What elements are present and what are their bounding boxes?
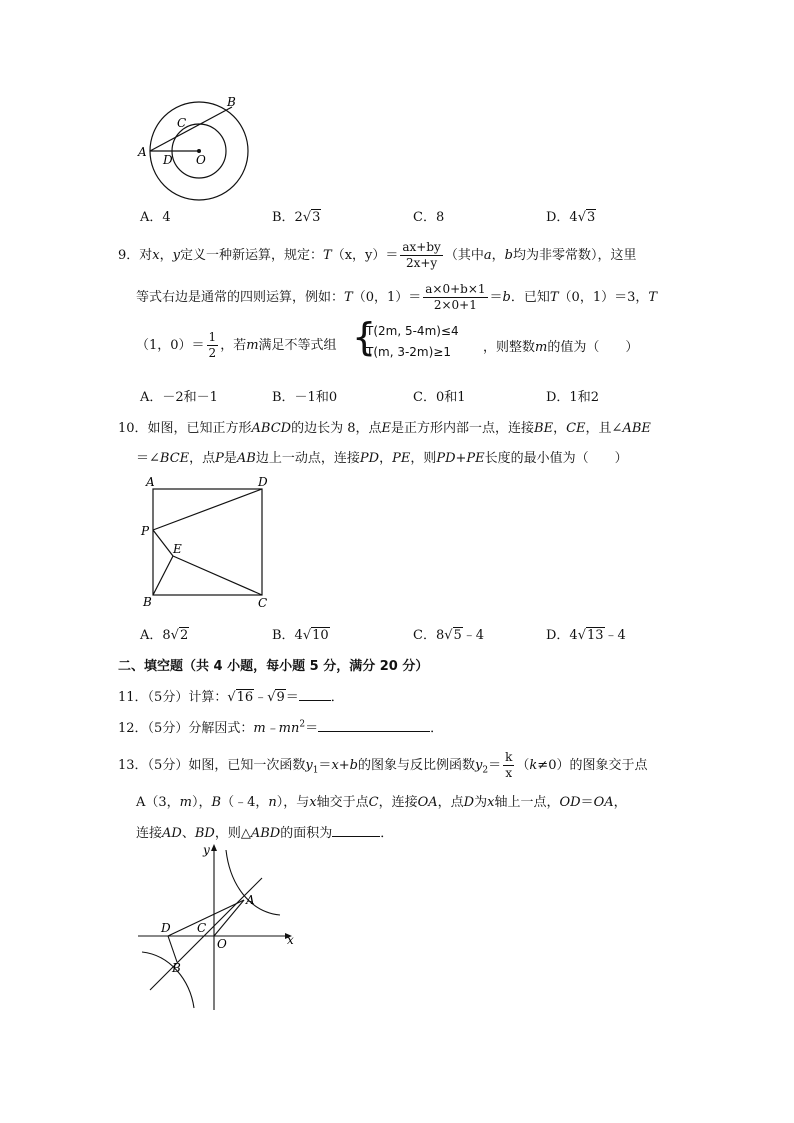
q9-line-3-tail: ，则整数m的值为（ ） (483, 340, 639, 355)
label-o: O (217, 937, 227, 951)
q10-line-1: 10．如图，已知正方形ABCD的边长为 8，点E是正方形内部一点，连接BE，CE，且∠ABE (118, 421, 651, 436)
segment-pe (153, 530, 173, 556)
q8-circle-figure (135, 92, 265, 202)
q12-answer-blank[interactable] (318, 719, 430, 732)
q9-line-1: 9．对x，y定义一种新运算，规定：T（x，y）＝ $\frac{ax+by}{2x+y}$ （其中a，b均为非零常数），这里 (118, 240, 637, 270)
label-a: A (246, 893, 255, 907)
segment-oa (214, 900, 244, 936)
q13-line-2: A（3，m），B（﹣4，n），与x轴交于点C，连接OA，点D为x轴上一点，OD＝OA， (136, 795, 627, 810)
label-o: O (196, 153, 206, 167)
label-a: A (146, 475, 155, 489)
q9-option-a: A．－2和－1 (140, 390, 218, 405)
label-b: B (227, 95, 236, 109)
system-row-2: T(m, 3-2m)≥1 (366, 345, 451, 359)
q12-line: 12．（5分）分解因式：$m﹣mn^2=$ ． (118, 719, 444, 736)
label-d: D (163, 153, 173, 167)
label-d: D (258, 475, 268, 489)
q9-example-fraction: $\frac{a\times 0+b\times 1}{2\times 0+1}$ (425, 282, 486, 312)
q13-k-fraction: $\frac{k}{x}$ (505, 750, 513, 780)
q13-line-1: 13．（5分）如图，已知一次函数$y_1=x+b$的图象与反比例函数$y_2=$ $\frac{k}{x}$ （k≠0）的图象交于点 (118, 750, 648, 780)
q10-option-c: C．8√5﹣4 (413, 628, 485, 643)
q13-line-3: 连接AD、BD，则△ABD的面积为 ． (136, 826, 394, 841)
y-axis-arrow (211, 844, 217, 851)
section-2-title: 二、填空题（共 4 小题，每小题 5 分，满分 20 分） (118, 659, 429, 674)
segment-ce (173, 556, 262, 595)
q11-line: 11．（5分）计算：√16﹣√9＝ ． (118, 690, 344, 705)
q13-answer-blank[interactable] (332, 824, 380, 837)
q10-line-2: ＝∠BCE，点P是AB边上一动点，连接PD，PE，则PD+PE长度的最小值为（ ） (136, 451, 628, 466)
label-d: D (161, 921, 171, 935)
label-c: C (177, 116, 187, 130)
hyperbola-branch-2 (142, 952, 194, 1008)
label-p: P (141, 524, 150, 538)
q10-option-b: B．4√10 (272, 628, 329, 643)
q9-option-b: B．－1和0 (272, 390, 338, 405)
segment-be (153, 556, 173, 595)
q9-inequality-system (352, 315, 487, 366)
label-c: C (258, 596, 268, 610)
q8-option-b: B．2√3 (272, 210, 321, 225)
label-c: C (197, 921, 207, 935)
label-e: E (173, 542, 182, 556)
chord-ab (150, 107, 232, 151)
q10-option-a: A．8√2 (140, 628, 189, 643)
square-abcd (153, 489, 262, 595)
q9-line-3: （1，0）＝ $\frac{1}{2}$ ，若m满足不等式组 (136, 330, 337, 360)
label-a: A (138, 145, 147, 159)
q9-definition-fraction: $\frac{ax+by}{2x+y}$ (402, 240, 441, 270)
q11-answer-blank[interactable] (299, 688, 331, 701)
label-b: B (172, 961, 181, 975)
q10-option-d: D．4√13﹣4 (546, 628, 626, 643)
q9-option-c: C．0和1 (413, 390, 466, 405)
brace-symbol: { (352, 315, 377, 359)
q8-option-c: C．8 (413, 210, 445, 225)
label-y: y (203, 843, 210, 857)
q13-coordinate-figure (130, 840, 305, 1012)
segment-pd (153, 489, 262, 530)
q10-square-figure (138, 474, 278, 612)
q8-option-a: A．4 (140, 210, 171, 225)
q9-line-2: 等式右边是通常的四则运算，例如：T（0，1）＝ $\frac{a\times 0+b\times 1}{2\times 0+1}$ ＝b．已知T（0，1）＝3，T (136, 282, 658, 312)
label-b: B (143, 595, 152, 609)
system-row-1: T(2m, 5-4m)≤4 (366, 324, 459, 338)
label-x: x (287, 933, 294, 947)
q9-half-fraction: $\frac{1}{2}$ (208, 330, 217, 360)
q9-option-d: D．1和2 (546, 390, 599, 405)
q8-option-d: D．4√3 (546, 210, 596, 225)
segment-bd (168, 936, 177, 962)
